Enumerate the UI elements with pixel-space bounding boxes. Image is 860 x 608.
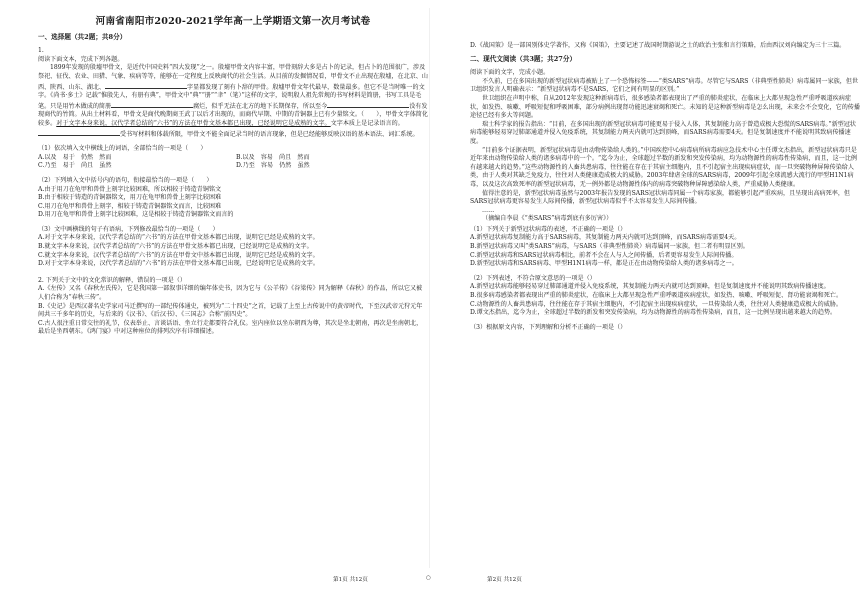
option-a[interactable]: A.以及 易于 仍然 然而 — [38, 153, 112, 161]
option-c[interactable]: C.乃至 易于 尚且 虽然 — [38, 162, 112, 170]
subquestion-stem: （3）文中画横线的句子有语病，下列修改最恰当的一项是（ ） — [38, 225, 219, 233]
option-b[interactable]: B.很多病毒感染者都表现出严重的肺炎症状，在临床上大都呈现急性严重呼吸道疾病症状，如发热、咳嗽、呼吸短促、肾功能衰竭和死亡。 — [470, 292, 843, 300]
passage-text: 1899年发现的殷墟甲骨文，是近代中国史料“四大发现”之一。殷墟甲骨文内容丰富，甲骨刻辞大多是占卜的记录，但占卜的范围很广，涉及祭祀、征伐、农业、田猎、气象、疾病等等，能够在一定程度上反映商代的社会生活。从目前的发掘情况看，甲骨文不止出现在殷墟，在北京、山西、陕西、山东、湖北、 — [38, 64, 428, 91]
option-d[interactable]: D.对于文字本身来说，汉代学者总结的“六书”的方法在甲骨文基本都已出现，已经说明它是成熟的文字。 — [38, 260, 319, 268]
option-d[interactable]: D.新型冠状病毒和SARS病毒、甲型H1N1病毒一样，都是正在由动物传染给人类的诸多病毒之一。 — [470, 260, 738, 268]
option-b[interactable]: B.《史记》是西汉著名史学家司马迁撰写的一部纪传体通史，被列为“二十四史”之首，记载了上至上古传说中的黄帝时代，下至汉武帝元狩元年间共三千多年的历史，与后来的《汉书》、《后汉书》、《三国志》合称“前四史”。 — [38, 302, 423, 319]
section-reading-heading: 二、现代文阅读（共3题；共27分） — [470, 54, 577, 63]
subquestion-3-1 — [470, 226, 860, 269]
subquestion-1-3 — [38, 226, 428, 269]
passage-text: 字显都发现了刻有卜辞的甲骨。殷墟甲骨文年代最早，数量最多。但它不是当时唯一的文字。《尚书·多士》记载“惟殷先人，有册有典”，甲骨文中“典”“册”“聿”（笔）”这样的文字，说明殷人祖先常规的书写材料是简册，书写工具是毛笔。只是用竹木做成的简册 — [38, 83, 425, 110]
passage-text: 文字本质上是记录语言的。 — [330, 119, 404, 127]
option-a[interactable]: A.新型冠状病毒能够轻易穿过肺部通道并侵入免疫系统，其复制能力两天内就可达到顶峰，但是复制速度并不能说明其致病传播速度。 — [470, 283, 830, 291]
question-number: 1. — [38, 47, 44, 55]
option-a[interactable]: A.对于文字本身来说，汉代学者总结的“六书”的方法在甲骨文基本都已出现，说明它已经是成熟的文字。 — [38, 234, 319, 242]
option-a[interactable]: A.由于用刀在龟甲和兽骨上刻字比较困难，所以相较于铸造青铜铭文 — [38, 185, 222, 193]
subquestion-stem: （3）根据原文内容，下列理解和分析不正确的一项是（） — [470, 323, 627, 331]
option-d[interactable]: D.乃至 容易 仍然 虽然 — [236, 162, 310, 170]
subquestion-3-2 — [470, 275, 860, 318]
option-c[interactable]: C.古人很注重日常交往的礼节，仪表举止、言谈话语、坐立行走都要符合礼仪。室内座位以坐东朝西为尊，其次是坐北朝南，再次是坐南朝北，最后是坐西朝东。《鸿门宴》中对这种座位的排列次序有详细描述。 — [38, 319, 423, 336]
subquestion-1-2 — [38, 177, 428, 220]
option-d[interactable]: D.用刀在龟甲和兽骨上刻字比较困难，这是相较于铸造青铜器铭文而言的 — [38, 211, 234, 219]
subquestion-stem: （1）依次填入文中横线上的词语，全部恰当的一项是（ ） — [38, 145, 207, 153]
column-divider — [429, 8, 430, 568]
fill-blank-1[interactable] — [105, 82, 187, 89]
fill-blank-3[interactable] — [327, 101, 409, 108]
right-column — [470, 42, 860, 332]
question-intro: 阅读下面文本，完成下列各题。 — [38, 55, 124, 63]
option-b[interactable]: B.就文字本身来说，汉代学者总结的“六书”的方法在甲骨文基本都已出现，已经说明它是成熟的文字。 — [38, 243, 313, 251]
passage-text: 没有发现商代的竹简。从出土材料看，甲骨文是商代晚期商王武丁以后才出现的，而商代早期、中期的青铜器上已有少量铭文。（ ），甲骨文字体简化较多。 — [38, 102, 428, 127]
passage-ellipsis: …… — [482, 206, 495, 214]
passage-paragraph: 值得注意的是，新型冠状病毒虽然与2003年报告发现的SARS冠状病毒同属一个病毒家族，都能够引起严重疾病，且呈现出高病死率，但SARS冠状病毒更容易发生人际间传播，新型冠状病毒似乎不太容易发生人际间传播。 — [470, 189, 851, 206]
option-b[interactable]: B.由于相较于铸造的青铜器铭文，用刀在龟甲和兽骨上刻字比较困难 — [38, 194, 222, 202]
subquestion-stem: （1）下列关于新型冠状病毒的表述，不正确的一项是（） — [470, 225, 627, 233]
question-3 — [470, 69, 860, 332]
left-page-number: 第1页 共12页 — [333, 577, 368, 583]
passage-text: 受书写材料和体载所限，甲骨文不能全面记录当时的语言现象，但是已经能够反映汉语的基本语法、词汇系统。 — [120, 130, 419, 138]
option-c[interactable]: C.用刀在龟甲和兽骨上刻字，相较于铸造青铜器铭文而言，比较困难 — [38, 202, 222, 210]
center-mark: ○ — [426, 575, 431, 581]
subquestion-stem: （2）下列表述，不符合原文意思的一项是（） — [470, 274, 596, 282]
option-b[interactable]: B.新型冠状病毒又叫“类SARS”病毒，与SARS（非典型性肺炎）病毒属同一家族，但二者有明显区别。 — [470, 243, 749, 251]
passage-source: （摘编自李晨《“类SARS”病毒到底有多厉害》） — [482, 215, 613, 223]
passage-paragraph: 不久前，已在多国出现的新型冠状病毒被贴上了一个恐怖标签——“类SARS”病毒。尽管它与SARS（非典型性肺炎）病毒属同一家族，但世卫组织发言人明确表示：“新型冠状病毒不是SARS，它们之间有明显的区别。” — [470, 77, 859, 94]
option-c[interactable]: C.就文字本身来说，汉代学者总结的“六书”的方法在甲骨文中基本都已出现，说明它已经是成熟的文字。 — [38, 251, 319, 259]
options-grid — [38, 154, 428, 171]
option-d[interactable]: D.谭文杰指出，迄今为止，全球超过半数的新发和突发传染病，均为动物源性的病毒性传染病，而且，这一比例呈现出越来越大的趋势。 — [470, 309, 837, 317]
option-b[interactable]: B.以及 容易 尚且 然而 — [236, 153, 310, 161]
passage-paragraph: 世卫组织在声明中称，自从2012年发现这种新病毒后，很多感染者都表现出了严重的肺炎症状，在临床上大都呈现急性严重呼吸道疾病症状，如发热、咳嗽、呼吸短促和呼吸困难，部分病例出现肾功能迅速衰竭和死亡。未知的是这种新型病毒是怎么出现，未来会不会变化，它的传播途径已经有多大等问题。 — [470, 94, 860, 120]
option-a[interactable]: A.新型冠状病毒复制能力高于SARS病毒，其复制能力两天内就可达到顶峰，而SARS病毒需要4天。 — [470, 234, 741, 242]
fill-blank-4[interactable] — [38, 129, 120, 136]
option-d[interactable]: D.《战国策》是一部国别体史学著作，又称《国策》，主要记述了战国时期游说之士的政治主张和言行策略，后由西汉刘向编定为三十三篇。 — [470, 42, 846, 49]
subquestion-1-1 — [38, 145, 428, 171]
exam-title: 河南省南阳市2020-2021学年高一上学期语文第一次月考试卷 — [95, 16, 371, 27]
option-a[interactable]: A.《左传》又名《春秋左氏传》，它是我国第一部叙事详细的编年体史书，因为它与《公羊传》《谷梁传》同为解释《春秋》的作品，所以它又被人们合称为“春秋三传”。 — [38, 285, 423, 302]
question-intro: 阅读下面的文字，完成小题。 — [470, 69, 550, 77]
question-stem: 2. 下列关于文中的文化常识的解释，错误的一项是（） — [38, 276, 186, 284]
option-c[interactable]: C.新型冠状病毒和SARS冠状病毒相比，前者不会在人与人之间传播，后者更容易发生人际间传播。 — [470, 251, 738, 259]
question-1 — [38, 47, 428, 269]
option-c[interactable]: C.动物源性的人畜共患病毒，往往能在存于其宿主细胞内，不引起宿主出现疾病症状，一旦传染给人类，往往对人类健康造成极大的威胁。 — [470, 300, 843, 308]
passage-paragraph: 瑞士科学家的报告指出：“目前，在多国出现的新型冠状病毒可能更易于侵入人体，其复制能力高于曾造成极大恐慌的SARS病毒。”新型冠状病毒能够轻易穿过肺部通道并侵入免疫系统，其复制能力两天内就可达到顶峰，而SARS病毒需要4天。但是复制速度并不能说明其致病传播速度。 — [470, 120, 856, 145]
right-page-number: 第2页 共12页 — [487, 577, 522, 583]
subquestion-3-3 — [470, 324, 860, 333]
question-2 — [38, 277, 428, 337]
passage-paragraph: “目前多个证据表明，新型冠状病毒是由动物传染给人类的。”中国疾控中心病毒病所病毒病应急技术中心主任谭文杰指出，新型冠状病毒只是近年来由动物传染给人类的诸多病毒中的一个。“迄今为止，全球超过半数的新发和突发传染病，均为动物源性的病毒性传染病，而且，这一比例有越来越大的趋势。”这些动物源性的人畜共患病毒，往往能在存在于其宿主细胞内，且不引起宿主出现疾病症状，而一旦突破物种屏障传染给人类，由于人类对其缺乏免疫力，往往对人类健康造成极大的威胁。2003年肆虐全球的SARS病毒，2009年引起全球流感大流行的甲型H1N1病毒，以及这次高致死率的新型冠状病毒，无一例外都是动物源性体内的病毒突破物种屏障感染给人类，严重威胁人类健康。 — [470, 146, 858, 188]
section-choice-heading: 一、选择题（共2题；共8分） — [38, 32, 127, 41]
left-column — [38, 18, 428, 337]
reading-passage — [38, 64, 428, 139]
fill-blank-2[interactable] — [111, 101, 193, 108]
passage-text: 腐烂，似乎无法在北方的地下长期保存，所以至今 — [193, 102, 328, 110]
underlined-sentence: 对于文字本身来说，汉代学者总结的“六书”的方法在甲骨文基本都已出现，已经说明它是成熟的文字。 — [56, 119, 331, 127]
subquestion-stem: （2）下列填入文中括号内的语句，衔接最恰当的一项是（ ） — [38, 176, 213, 184]
